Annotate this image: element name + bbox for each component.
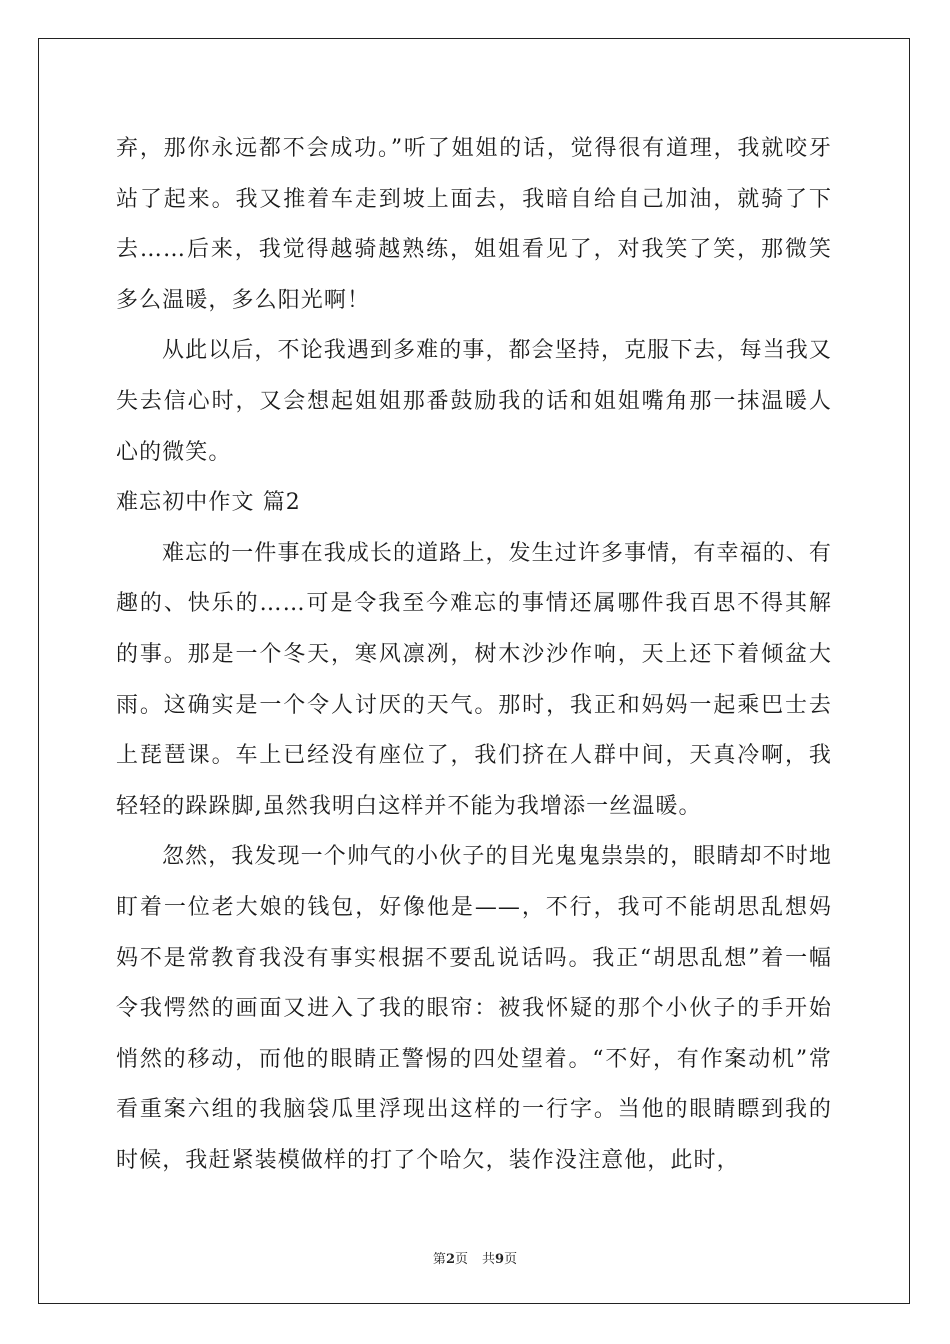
page-number-prefix: 第 — [432, 1252, 446, 1267]
paragraph: 弃，那你永远都不会成功。”听了姐姐的话，觉得很有道理，我就咬牙站了起来。我又推着车走到坡上面去，我暗自给自己加油，就骑了下去……后来，我觉得越骑越熟练，姐姐看见了，对我笑了笑，那微笑多么温暖，多么阳光啊！ — [116, 136, 832, 313]
page-total: 9 — [495, 1252, 505, 1267]
paragraph: 忽然，我发现一个帅气的小伙子的目光鬼鬼祟祟的，眼睛却不时地盯着一位老大娘的钱包，好像他是——，不行，我可不能胡思乱想妈妈不是常教育我没有事实根据不要乱说话吗。我正“胡思乱想”着一幅令我愕然的画面又进入了我的眼帘：被我怀疑的那个小伙子的手开始悄然的移动，而他的眼睛正警惕的四处望着。“不好，有作案动机”常看重案六组的我脑袋瓜里浮现出这样的一行字。当他的眼睛瞟到我的时候，我赶紧装模做样的打了个哈欠，装作没注意他，此时， — [116, 844, 832, 1173]
page-total-prefix: 共 — [482, 1252, 496, 1267]
paragraph: 难忘的一件事在我成长的道路上，发生过许多事情，有幸福的、有趣的、快乐的……可是令我至今难忘的事情还属哪件我百思不得其解的事。那是一个冬天，寒风凛冽，树木沙沙作响，天上还下着倾盆大雨。这确实是一个令人讨厌的天气。那时，我正和妈妈一起乘巴士去上琵琶课。车上已经没有座位了，我们挤在人群中间，天真冷啊，我轻轻的跺跺脚,虽然我明白这样并不能为我增添一丝温暖。 — [116, 540, 832, 819]
page-footer — [0, 1248, 950, 1267]
section-title: 难忘初中作文 篇2 — [116, 490, 301, 516]
paragraph: 从此以后，不论我遇到多难的事，都会坚持，克服下去，每当我又失去信心时，又会想起姐姐那番鼓励我的话和姐姐嘴角那一抹温暖人心的微笑。 — [116, 338, 832, 465]
page-number-suffix: 页 — [454, 1252, 468, 1267]
page-total-suffix: 页 — [504, 1252, 518, 1267]
document-body — [116, 124, 832, 1186]
page-number-current: 2 — [445, 1252, 455, 1267]
